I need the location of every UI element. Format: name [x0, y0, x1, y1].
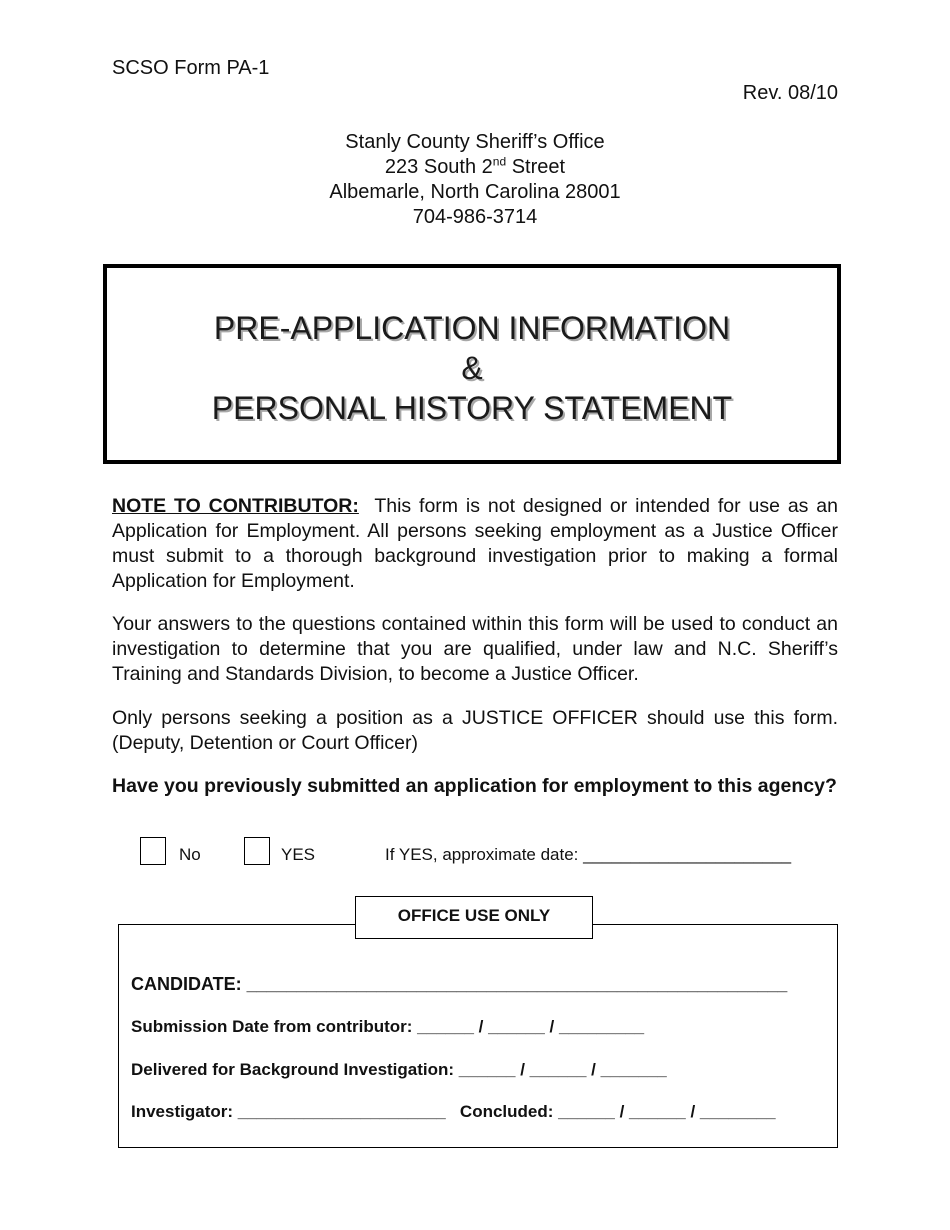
revision-date: Rev. 08/10: [742, 82, 838, 104]
note-lead: NOTE TO CONTRIBUTOR:: [112, 495, 359, 517]
no-label: No: [179, 845, 201, 864]
paragraph-eligibility: Only persons seeking a position as a JUSTICE OFFICER should use this form. (Deputy, Detention or Court Officer): [112, 707, 838, 754]
phone-number: 704-986-3714: [412, 206, 538, 228]
street-sup: nd: [492, 154, 507, 169]
investigator-row: [131, 1102, 776, 1122]
office-use-tab: OFFICE USE ONLY: [355, 896, 593, 939]
street-address: [0, 155, 950, 180]
submission-date-field[interactable]: Submission Date from contributor: ______ / ______ / _________: [131, 1017, 645, 1036]
no-checkbox[interactable]: [140, 837, 166, 865]
city-state-zip: Albemarle, North Carolina 28001: [329, 181, 621, 203]
approximate-date-field[interactable]: If YES, approximate date: ______________________: [385, 845, 792, 864]
delivered-date-field[interactable]: Delivered for Background Investigation: ______ / ______ / _______: [131, 1060, 667, 1079]
title-line-2: &: [461, 350, 483, 386]
street-suffix: Street: [506, 156, 566, 178]
street-prefix: 223 South 2: [384, 156, 493, 178]
yes-label: YES: [281, 845, 316, 864]
form-id: SCSO Form PA-1: [112, 57, 270, 79]
note-text: This form is not designed or intended for use as an Application for Employment. All persons seeking employment as a Justice Officer must submit to a thorough background investigation prior to making a formal Application for Employment.: [112, 495, 838, 592]
candidate-field[interactable]: CANDIDATE: ______________________________________________________: [131, 974, 788, 994]
title-line-1: PRE-APPLICATION INFORMATION: [213, 310, 731, 346]
previous-application-question: Have you previously submitted an application for employment to this agency?: [112, 775, 837, 797]
title-box: [103, 264, 841, 464]
investigator-field[interactable]: Investigator: ______________________: [131, 1102, 446, 1121]
yes-checkbox[interactable]: [244, 837, 270, 865]
agency-address: [0, 130, 950, 230]
title-line-3: PERSONAL HISTORY STATEMENT: [211, 390, 733, 426]
office-name: Stanly County Sheriff’s Office: [345, 131, 605, 153]
paragraph-investigation: Your answers to the questions contained within this form will be used to conduct an investigation to determine that you are qualified, under law and N.C. Sheriff’s Training and Standards Division, to become a Justice Officer.: [112, 613, 838, 685]
concluded-field[interactable]: Concluded: ______ / ______ / ________: [459, 1102, 776, 1121]
note-to-contributor: [112, 494, 838, 594]
